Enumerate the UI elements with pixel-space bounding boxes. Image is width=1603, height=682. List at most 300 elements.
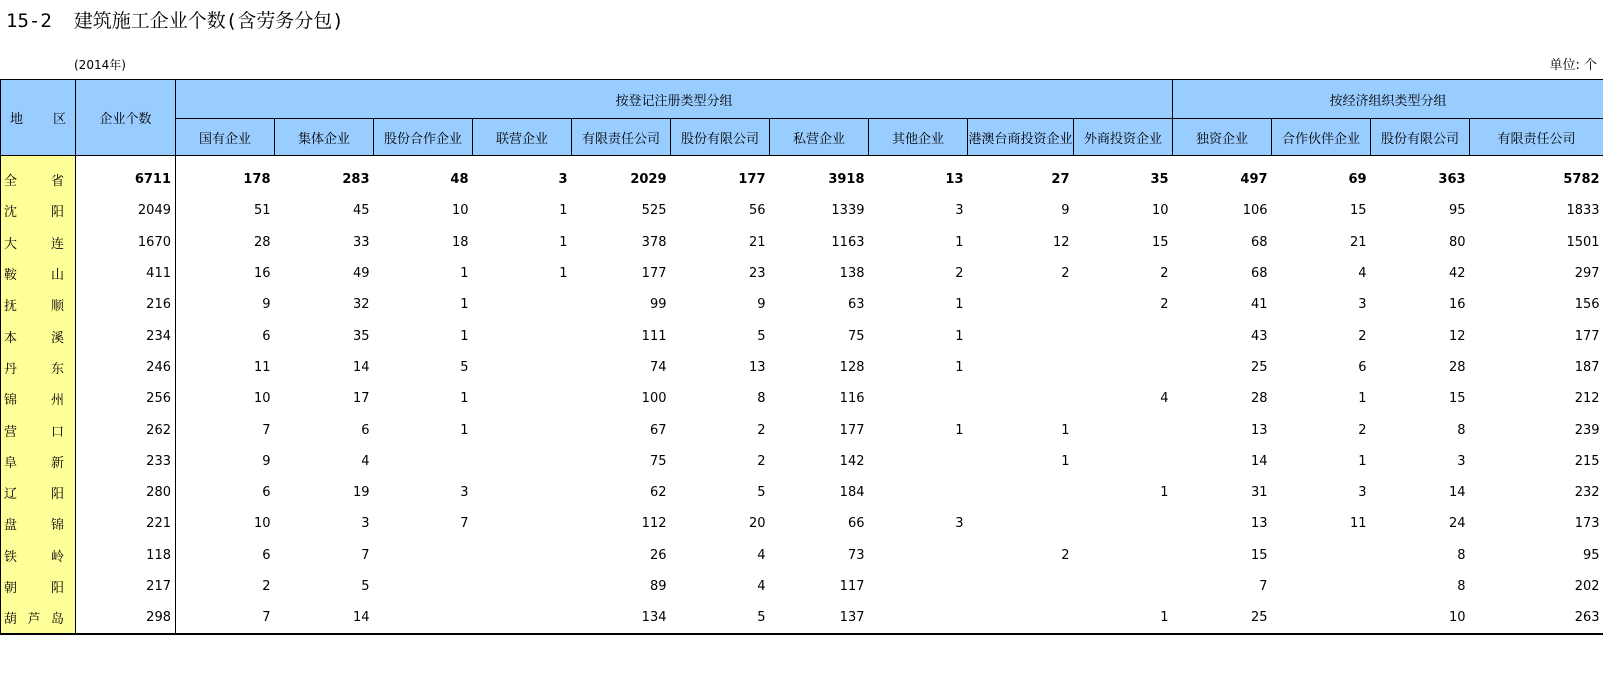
table-row — [1, 414, 1603, 445]
region-cell — [1, 195, 76, 226]
total-cell: 216 — [76, 289, 176, 320]
value-cell — [1074, 540, 1173, 571]
value-cell: 1 — [559, 203, 568, 219]
region-cell — [1, 352, 76, 383]
value-cell — [968, 289, 1074, 320]
value-cell: 26 — [649, 547, 667, 563]
total-cell: 298 — [76, 602, 176, 634]
total-cell: 233 — [76, 446, 176, 477]
value-cell — [473, 414, 572, 445]
value-cell: 17 — [352, 391, 370, 407]
value-cell: 68 — [1251, 234, 1268, 250]
value-cell: 128 — [839, 359, 865, 375]
region-char: 营 — [4, 424, 18, 440]
value-cell: 31 — [1251, 485, 1268, 501]
value-cell: 1 — [1074, 602, 1173, 634]
region-cell — [1, 602, 76, 634]
table-body — [1, 156, 1603, 635]
statistics-table — [0, 79, 1603, 635]
value-cell — [1272, 602, 1371, 634]
value-cell: 67 — [649, 422, 667, 438]
region-char: 本 — [4, 330, 18, 346]
region-char: 溪 — [50, 330, 64, 346]
value-cell: 177 — [738, 172, 766, 188]
region-cell — [1, 227, 76, 258]
value-cell — [1074, 352, 1173, 383]
value-cell: 8 — [1457, 422, 1466, 438]
value-cell — [1074, 414, 1173, 445]
value-cell: 66 — [847, 516, 865, 532]
value-cell: 43 — [1251, 328, 1268, 344]
table-row — [1, 320, 1603, 351]
column-header: 独资企业 — [1173, 119, 1272, 156]
value-cell: 1 — [1160, 485, 1169, 501]
value-cell — [473, 446, 572, 477]
region-char: 全 — [4, 174, 18, 190]
value-cell: 27 — [1051, 172, 1070, 188]
value-cell — [968, 508, 1074, 539]
value-cell: 134 — [572, 602, 671, 634]
region-char: 朝 — [4, 581, 18, 596]
value-cell: 1 — [460, 297, 469, 313]
value-cell: 42 — [1449, 266, 1466, 282]
value-cell: 49 — [352, 266, 370, 282]
value-cell: 7 — [460, 516, 469, 532]
value-cell: 2 — [262, 579, 271, 594]
region-char: 芦 — [27, 612, 41, 628]
region-char: 抚 — [4, 299, 18, 315]
region-cell — [1, 477, 76, 508]
value-cell — [473, 508, 572, 539]
value-cell: 156 — [1574, 297, 1600, 313]
value-cell: 16 — [1449, 297, 1466, 313]
value-cell: 6 — [361, 422, 370, 438]
value-cell: 28 — [253, 234, 271, 250]
table-row — [1, 477, 1603, 508]
value-cell: 5 — [671, 602, 770, 634]
value-cell: 11 — [253, 359, 271, 375]
value-cell: 32 — [352, 297, 370, 313]
value-cell: 178 — [243, 172, 271, 188]
value-cell: 3 — [558, 172, 568, 188]
table-header — [1, 80, 1603, 156]
region-char: 阳 — [50, 487, 64, 503]
column-header: 股份合作企业 — [374, 119, 473, 156]
value-cell — [473, 289, 572, 320]
total-cell: 217 — [76, 571, 176, 602]
value-cell — [374, 571, 473, 602]
region-cell — [1, 164, 76, 195]
total-cell: 280 — [76, 477, 176, 508]
value-cell — [869, 540, 968, 571]
value-cell: 15 — [1152, 234, 1169, 250]
value-cell: 137 — [770, 602, 869, 634]
total-cell: 221 — [76, 508, 176, 539]
value-cell: 10 — [1371, 602, 1470, 634]
value-cell: 24 — [1449, 516, 1466, 532]
value-cell: 5 — [757, 328, 766, 344]
value-cell: 7 — [1259, 579, 1268, 594]
column-header: 合作伙伴企业 — [1272, 119, 1371, 156]
value-cell: 7 — [262, 422, 271, 438]
value-cell: 1339 — [831, 203, 865, 219]
value-cell: 2029 — [630, 172, 667, 188]
value-cell — [473, 320, 572, 351]
value-cell: 16 — [253, 266, 271, 282]
year-label: (2014年) — [74, 58, 126, 72]
value-cell: 3 — [1358, 297, 1367, 313]
value-cell: 6 — [262, 547, 271, 563]
value-cell: 15 — [1251, 547, 1268, 563]
value-cell: 5 — [361, 579, 370, 594]
value-cell: 3 — [1457, 453, 1466, 469]
table-row — [1, 540, 1603, 571]
region-char: 锦 — [4, 393, 18, 409]
value-cell: 75 — [649, 453, 667, 469]
value-cell: 4 — [1160, 391, 1169, 407]
column-header: 外商投资企业 — [1074, 119, 1173, 156]
value-cell: 177 — [641, 266, 667, 282]
table-row — [1, 289, 1603, 320]
value-cell: 1 — [955, 297, 964, 313]
value-cell: 5 — [757, 485, 766, 501]
value-cell: 89 — [649, 579, 667, 594]
value-cell: 9 — [757, 297, 766, 313]
value-cell — [869, 477, 968, 508]
value-cell: 62 — [649, 485, 667, 501]
value-cell: 8 — [757, 391, 766, 407]
total-cell: 262 — [76, 414, 176, 445]
value-cell: 177 — [1574, 328, 1600, 344]
value-cell: 68 — [1251, 266, 1268, 282]
value-cell: 95 — [1583, 547, 1600, 563]
value-cell: 378 — [641, 234, 667, 250]
value-cell — [1074, 446, 1173, 477]
spacer-cell — [176, 156, 1603, 165]
region-char: 盘 — [4, 518, 18, 534]
value-cell: 1 — [559, 234, 568, 250]
region-char: 丹 — [4, 361, 18, 377]
region-char: 口 — [50, 424, 64, 440]
value-cell: 5 — [460, 359, 469, 375]
region-header-char: 区 — [52, 112, 66, 127]
spacer-cell — [76, 156, 176, 165]
column-header: 集体企业 — [275, 119, 374, 156]
table-row — [1, 508, 1603, 539]
value-cell — [869, 571, 968, 602]
value-cell: 21 — [748, 234, 766, 250]
table-row — [1, 602, 1603, 634]
value-cell: 525 — [641, 203, 667, 219]
value-cell: 21 — [1350, 234, 1367, 250]
value-cell — [374, 540, 473, 571]
value-cell: 1 — [460, 422, 469, 438]
value-cell: 6 — [262, 485, 271, 501]
value-cell: 74 — [649, 359, 667, 375]
table-row — [1, 383, 1603, 414]
value-cell: 2 — [1061, 547, 1070, 563]
region-cell — [1, 258, 76, 289]
value-cell: 1 — [1358, 453, 1367, 469]
value-cell: 20 — [748, 516, 766, 532]
value-cell: 3 — [361, 516, 370, 532]
value-cell: 2 — [1160, 266, 1169, 282]
value-cell: 9 — [262, 453, 271, 469]
value-cell: 184 — [839, 485, 865, 501]
region-char: 东 — [50, 361, 64, 377]
value-cell: 23 — [748, 266, 766, 282]
value-cell: 6 — [1358, 359, 1367, 375]
value-cell: 1 — [955, 359, 964, 375]
value-cell — [473, 383, 572, 414]
region-cell-spacer — [1, 156, 76, 165]
region-char: 大 — [4, 236, 18, 252]
value-cell: 173 — [1574, 516, 1600, 532]
value-cell: 297 — [1574, 266, 1600, 282]
table-row — [1, 164, 1603, 195]
value-cell: 9 — [1061, 203, 1070, 219]
table-row — [1, 195, 1603, 226]
value-cell: 4 — [757, 547, 766, 563]
value-cell: 41 — [1251, 297, 1268, 313]
region-char: 辽 — [4, 487, 18, 503]
column-header: 私营企业 — [770, 119, 869, 156]
value-cell: 283 — [342, 172, 370, 188]
value-cell: 187 — [1574, 359, 1600, 375]
value-cell — [1074, 571, 1173, 602]
value-cell: 25 — [1173, 602, 1272, 634]
region-cell — [1, 540, 76, 571]
region-char: 阳 — [50, 581, 64, 596]
value-cell: 263 — [1470, 602, 1603, 634]
value-cell: 117 — [839, 579, 865, 594]
value-cell: 1 — [1358, 391, 1367, 407]
value-cell: 363 — [1438, 172, 1466, 188]
value-cell: 28 — [1449, 359, 1466, 375]
value-cell: 2 — [1061, 266, 1070, 282]
value-cell: 7 — [361, 547, 370, 563]
value-cell — [1272, 571, 1371, 602]
total-cell: 6711 — [76, 164, 176, 195]
region-cell — [1, 320, 76, 351]
value-cell: 18 — [451, 234, 469, 250]
value-cell: 35 — [352, 328, 370, 344]
column-header: 其他企业 — [869, 119, 968, 156]
value-cell: 14 — [352, 359, 370, 375]
value-cell: 142 — [839, 453, 865, 469]
value-cell — [473, 352, 572, 383]
value-cell — [968, 571, 1074, 602]
column-header: 联营企业 — [473, 119, 572, 156]
region-char: 岛 — [50, 612, 64, 628]
region-header — [1, 80, 76, 156]
value-cell: 14 — [1449, 485, 1466, 501]
total-cell: 118 — [76, 540, 176, 571]
value-cell: 111 — [641, 328, 667, 344]
region-char: 葫 — [4, 612, 18, 628]
value-cell: 8 — [1457, 579, 1466, 594]
value-cell: 10 — [253, 391, 271, 407]
region-char: 岭 — [50, 549, 64, 565]
group1-header: 按登记注册类型分组 — [176, 80, 1173, 119]
value-cell — [1074, 508, 1173, 539]
value-cell: 100 — [641, 391, 667, 407]
value-cell: 2 — [955, 266, 964, 282]
value-cell: 12 — [1449, 328, 1466, 344]
value-cell: 12 — [1052, 234, 1070, 250]
value-cell — [968, 320, 1074, 351]
value-cell: 28 — [1251, 391, 1268, 407]
region-char: 顺 — [50, 299, 64, 315]
column-header: 有限责任公司 — [572, 119, 671, 156]
region-cell — [1, 508, 76, 539]
value-cell: 8 — [1457, 547, 1466, 563]
group2-header: 按经济组织类型分组 — [1173, 80, 1603, 119]
value-cell: 1 — [559, 266, 568, 282]
value-cell — [869, 383, 968, 414]
value-cell — [473, 477, 572, 508]
total-cell: 234 — [76, 320, 176, 351]
total-cell: 256 — [76, 383, 176, 414]
value-cell: 1 — [460, 328, 469, 344]
region-char: 连 — [50, 236, 64, 252]
unit-label: 单位: 个 — [1549, 58, 1597, 73]
value-cell: 14 — [1251, 453, 1268, 469]
value-cell: 2 — [757, 453, 766, 469]
region-cell — [1, 383, 76, 414]
value-cell: 138 — [839, 266, 865, 282]
value-cell: 4 — [1358, 266, 1367, 282]
value-cell: 9 — [262, 297, 271, 313]
table-row — [1, 446, 1603, 477]
value-cell: 2 — [1160, 297, 1169, 313]
total-header: 企业个数 — [76, 80, 176, 156]
region-char: 鞍 — [4, 268, 18, 284]
value-cell: 2 — [1358, 328, 1367, 344]
value-cell: 45 — [352, 203, 370, 219]
value-cell: 15 — [1350, 203, 1367, 219]
value-cell — [1074, 320, 1173, 351]
table-row — [1, 352, 1603, 383]
value-cell: 13 — [945, 172, 964, 188]
region-char: 省 — [50, 174, 64, 190]
column-header: 港澳台商投资企业 — [968, 119, 1074, 156]
page-title — [6, 6, 344, 33]
column-header: 国有企业 — [176, 119, 275, 156]
value-cell: 7 — [176, 602, 275, 634]
value-cell: 10 — [1152, 203, 1169, 219]
value-cell: 215 — [1574, 453, 1600, 469]
value-cell: 1501 — [1566, 234, 1600, 250]
value-cell: 48 — [450, 172, 469, 188]
value-cell — [473, 571, 572, 602]
value-cell: 3 — [460, 485, 469, 501]
table-row — [1, 571, 1603, 602]
table-title: 建筑施工企业个数(含劳务分包) — [73, 10, 344, 32]
region-char: 山 — [50, 268, 64, 284]
region-char: 阜 — [4, 455, 18, 471]
region-cell — [1, 571, 76, 602]
total-cell: 246 — [76, 352, 176, 383]
value-cell: 10 — [451, 203, 469, 219]
value-cell: 99 — [649, 297, 667, 313]
region-char: 沈 — [4, 205, 18, 221]
value-cell — [869, 446, 968, 477]
value-cell: 11 — [1350, 516, 1367, 532]
value-cell: 14 — [275, 602, 374, 634]
value-cell: 497 — [1240, 172, 1268, 188]
table-row — [1, 258, 1603, 289]
value-cell: 3 — [955, 516, 964, 532]
region-char: 新 — [50, 455, 64, 471]
value-cell: 3918 — [828, 172, 865, 188]
total-cell: 411 — [76, 258, 176, 289]
value-cell — [374, 446, 473, 477]
value-cell: 1 — [955, 234, 964, 250]
value-cell: 13 — [1251, 516, 1268, 532]
value-cell: 69 — [1348, 172, 1367, 188]
value-cell: 1 — [955, 328, 964, 344]
value-cell: 1833 — [1566, 203, 1600, 219]
value-cell: 1 — [460, 391, 469, 407]
value-cell: 4 — [361, 453, 370, 469]
value-cell: 2 — [1358, 422, 1367, 438]
value-cell: 35 — [1150, 172, 1169, 188]
value-cell — [968, 602, 1074, 634]
total-cell: 1670 — [76, 227, 176, 258]
value-cell — [473, 540, 572, 571]
value-cell: 13 — [1251, 422, 1268, 438]
value-cell: 112 — [641, 516, 667, 532]
value-cell — [968, 352, 1074, 383]
value-cell: 63 — [847, 297, 865, 313]
value-cell: 239 — [1574, 422, 1600, 438]
value-cell: 19 — [352, 485, 370, 501]
value-cell: 75 — [847, 328, 865, 344]
value-cell: 1163 — [831, 234, 865, 250]
value-cell: 95 — [1449, 203, 1466, 219]
value-cell: 25 — [1251, 359, 1268, 375]
region-cell — [1, 414, 76, 445]
value-cell: 15 — [1449, 391, 1466, 407]
value-cell: 1 — [1061, 453, 1070, 469]
value-cell: 33 — [352, 234, 370, 250]
value-cell: 6 — [262, 328, 271, 344]
region-char: 铁 — [4, 549, 18, 565]
value-cell: 1 — [955, 422, 964, 438]
total-cell: 2049 — [76, 195, 176, 226]
region-char: 阳 — [50, 205, 64, 221]
value-cell: 116 — [839, 391, 865, 407]
value-cell: 13 — [748, 359, 766, 375]
value-cell: 4 — [757, 579, 766, 594]
value-cell — [473, 602, 572, 634]
region-char: 州 — [50, 393, 64, 409]
value-cell: 212 — [1574, 391, 1600, 407]
value-cell: 51 — [253, 203, 271, 219]
value-cell: 177 — [839, 422, 865, 438]
value-cell — [968, 477, 1074, 508]
region-header-char: 地 — [10, 112, 24, 127]
table-number: 15-2 — [6, 10, 52, 32]
value-cell: 73 — [847, 547, 865, 563]
region-cell — [1, 289, 76, 320]
value-cell — [869, 602, 968, 634]
column-header: 股份有限公司 — [1371, 119, 1470, 156]
value-cell: 56 — [748, 203, 766, 219]
region-cell — [1, 446, 76, 477]
value-cell: 1 — [460, 266, 469, 282]
